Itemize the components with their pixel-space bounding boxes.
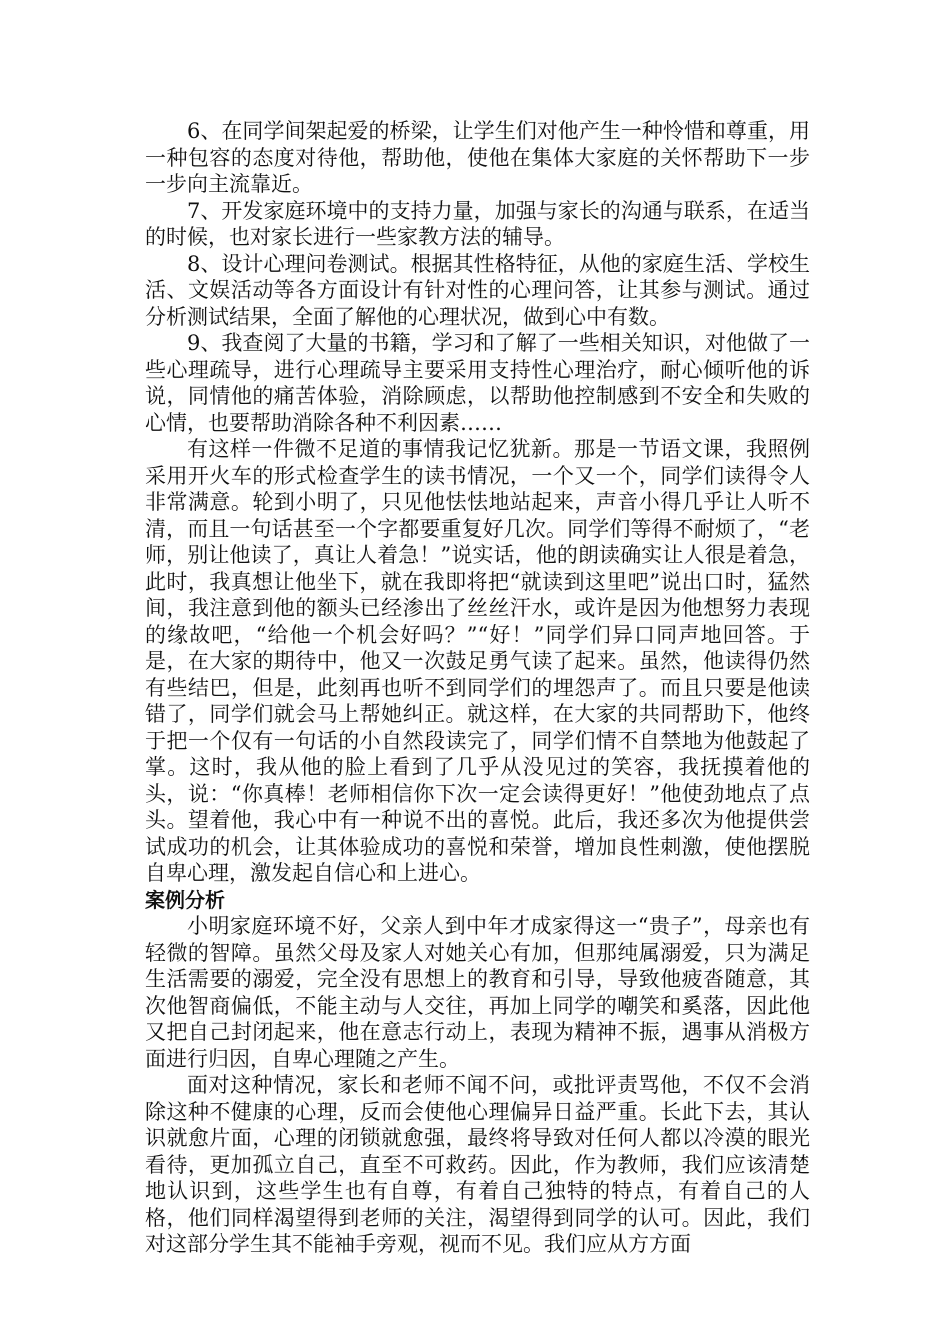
paragraph-item-7: 7、开发家庭环境中的支持力量，加强与家长的沟通与联系，在适当的时候，也对家长进行一些家教方法的辅导。 <box>145 198 810 249</box>
paragraph-analysis-2: 面对这种情况，家长和老师不闻不问，或批评责骂他，不仅不会消除这种不健康的心理，反而会使他心理偏异日益严重。长此下去，其认识就愈片面，心理的闭锁就愈强，最终将导致对任何人都以冷漠的眼光看待，更加孤立自己，直至不可救药。因此，作为教师，我们应该清楚地认识到，这些学生也有自尊，有着自己独特的特点，有着自己的人格，他们同样渴望得到老师的关注，渴望得到同学的认可。因此，我们对这部分学生其不能袖手旁观，视而不见。我们应从方方面 <box>145 1073 810 1256</box>
paragraph-item-9: 9、我查阅了大量的书籍，学习和了解了一些相关知识，对他做了一些心理疏导，进行心理疏导主要采用支持性心理治疗，耐心倾听他的诉说，同情他的痛苦体验，消除顾虑，以帮助他控制感到不安全和失败的心情，也要帮助消除各种不利因素…… <box>145 331 810 435</box>
paragraph-analysis-1: 小明家庭环境不好，父亲人到中年才成家得这一“贵子”，母亲也有轻微的智障。虽然父母及家人对她关心有加，但那纯属溺爱，只为满足生活需要的溺爱，完全没有思想上的教育和引导，导致他疲沓随意，其次他智商偏低，不能主动与人交往，再加上同学的嘲笑和奚落，因此他又把自己封闭起来，他在意志行动上，表现为精神不振，遇事从消极方面进行归因，自卑心理随之产生。 <box>145 914 810 1071</box>
paragraph-story: 有这样一件微不足道的事情我记忆犹新。那是一节语文课，我照例采用开火车的形式检查学生的读书情况，一个又一个，同学们读得令人非常满意。轮到小明了，只见他怯怯地站起来，声音小得几乎让人听不清，而且一句话甚至一个字都要重复好几次。同学们等得不耐烦了，“老师，别让他读了，真让人着急！”说实话，他的朗读确实让人很是着急，此时，我真想让他坐下，就在我即将把“就读到这里吧”说出口时，猛然间，我注意到他的额头已经渗出了丝丝汗水，或许是因为他想努力表现的缘故吧，“给他一个机会好吗？”“好！”同学们异口同声地回答。于是，在大家的期待中，他又一次鼓足勇气读了起来。虽然，他读得仍然有些结巴，但是，此刻再也听不到同学们的埋怨声了。而且只要是他读错了，同学们就会马上帮她纠正。就这样，在大家的共同帮助下，他终于把一个仅有一句话的小自然段读完了，同学们情不自禁地为他鼓起了掌。这时，我从他的脸上看到了几乎从没见过的笑容，我抚摸着他的头，说：“你真棒！老师相信你下次一定会读得更好！”他使劲地点了点头。望着他，我心中有一种说不出的喜悦。此后，我还多次为他提供尝试成功的机会，让其体验成功的喜悦和荣誉，增加良性刺激，使他摆脱自卑心理，激发起自信心和上进心。 <box>145 437 810 885</box>
paragraph-item-8: 8、设计心理问卷测试。根据其性格特征，从他的家庭生活、学校生活、文娱活动等各方面设计有针对性的心理问答，让其参与测试。通过分析测试结果，全面了解他的心理状况，做到心中有数。 <box>145 251 810 329</box>
paragraph-item-6: 6、在同学间架起爱的桥梁，让学生们对他产生一种怜惜和尊重，用一种包容的态度对待他，帮助他，使他在集体大家庭的关怀帮助下一步一步向主流靠近。 <box>145 119 810 196</box>
section-heading-case-analysis: 案例分析 <box>145 887 225 912</box>
document-page <box>145 118 810 1258</box>
